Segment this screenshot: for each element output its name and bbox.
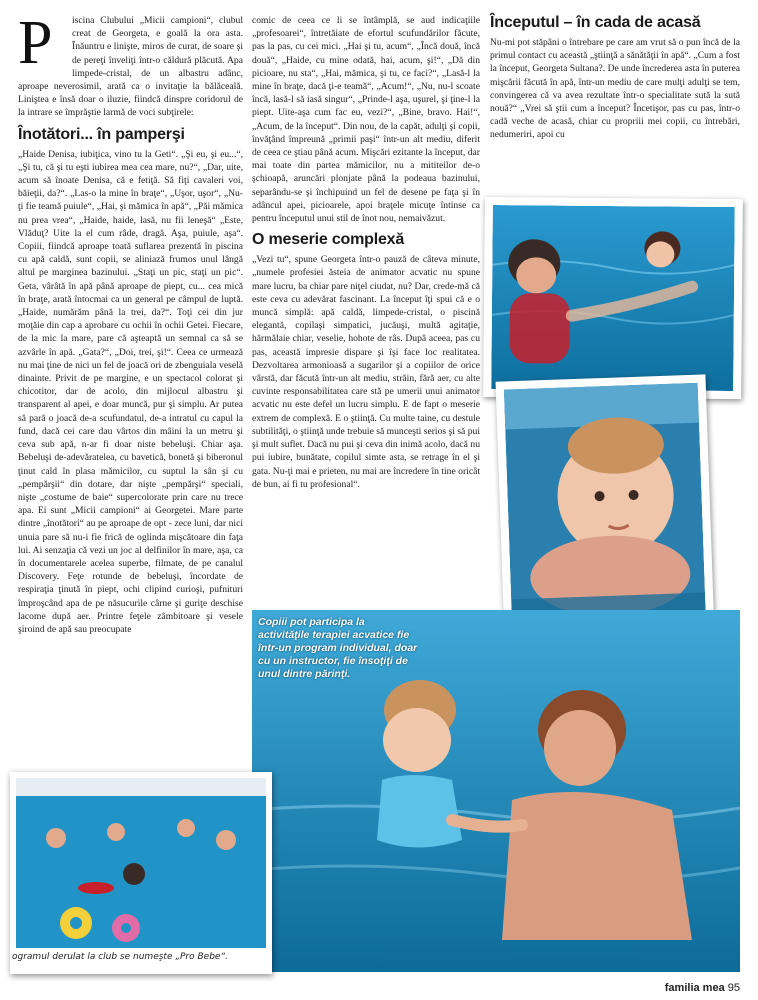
photo-mother-child-image — [491, 205, 735, 391]
caption-participate: Copiii pot participa la activităţile terapiei acvatice fie într-un program individual, doar cu un instructor, fie însoţiţi de unul dintre părinţi. — [258, 616, 418, 680]
photo-mother-child-pool — [483, 197, 743, 399]
article-column-1 — [18, 9, 243, 636]
photo-group-pool — [10, 772, 272, 974]
caption-program: ogramul derulat la club se numeşte „Pro Bebe“. — [12, 952, 228, 962]
photo-baby-closeup-image — [504, 383, 706, 634]
photo-baby-closeup — [496, 374, 715, 641]
section-heading-swimmers: Înotători... în pamperşi — [18, 125, 185, 143]
article-intro: iscina Clubului „Micii campioni“, clubul creat de Georgeta, e goală la ora asta. Înăuntru e linişte, miros de curat, de soare şi de pereţi înveliţi într-o căldură plăcută. Apa limpede-cristal, de un albastru adânc, aproape neverosimil, arată ca o invitaţie la bălăceală. Liniştea e însă doar o iluzie, fiindcă dinspre coridorul de la intrare se împrăştie larmă de voci subţirele: — [18, 15, 243, 119]
page-footer — [665, 982, 740, 994]
section-heading-complex-profession: O meserie complexă — [252, 231, 405, 249]
pool-illustration-2 — [504, 383, 706, 634]
section1-body-part1: „Haide Denisa, iubiţica, vino tu la Geti“. „Şi eu, şi eu...“, „Şi tu, că şi tu eşti iubirea mea cea mare, nu?“, „Dar, uite, acum să înoate Denisa, că e fetiţă. Să fiţi cavaleri voi, băieţii, da?“. „Las-o la mine în braţe“, „Uşor, uşor“, „Nu-ţi fie teamă puiule“, „Hai, şi mămica în apă“, „Păi mămica nu prea vrea“, „Haide, haide, lasă, nu fii leneşă“ „Este, Vlăduţ? Uite la el cum râde, dragă. Aşa, puiule, aşa“. Copiii, fiindcă aproape toată suflarea prezentă în piscina cu apă caldă, sunt copii, se aliniază frumos unul lângă altul pe marginea bazinului. „Staţi un pic, staţi un pic“. Geta, vârâtă în apă până aproape de piept, cu... cea mică în braţe, arată întocmai ca un general pe câmpul de luptă. „Haide, numărăm până la trei, da?“. Toţi cei din jur moţăie din cap a aprobare cu ochii în ochii Getei. Fiecare, de la mic la mare, pare că aşteaptă un semnal ca să se azvârle în apă. „Gata?“, „Doi, trei, şi!“. Ceea ce urmează nu mai ţine de nici un fel de joacă ori de zbenguiala veselă dinainte. Privit de pe margine, e un spectacol colorat şi chicotitor, dar de acolo, din mijlocul albastru şi transparent al apei, e doar muncă, pur şi simplu. Ar putea să pară o joacă de-a scufundatul, de-a intratul cu capul la fund, dacă cei care dau vârtos din mâini la un metru şi ceva sub apă, n-ar fi doar niste bebeluşi. Chiar aşa. Bebeluşi de-adevăratelea, cu bavetică, bonetă şi biberonul ţinut cald în plasa mămicilor, cu suptul la sân şi cu „pempărşii“ din dotare, dar nişte „pempărşi“ speciali, nişte „costume de baie“ supercolorate prin care nu trece apa. Ei sunt „Micii campioni“ ai Georgetei. Mare parte dintre „înotători“ au pe aproape de opt - zece luni, dar nici unuia pare să nu-i fie frică de oglinda mişcătoare din faţa lui. Ai senzaţia că vezi un joc al delfinilor în mare, aşa, ca în documentarele acelea superbe, filmate, de pe canalul Discovery. Feţe rotunde de bebeluşi, încordate de respiraţia ţinută în piept, ochi clipind curioşi, pufnituri împroşcând apa de pe năsucurile cârne şi guriţe deschise lacome după aer. Printre feţele zâmbitoare şi vesele şiroind de apă sau preocupate — [18, 148, 243, 635]
page-number: 95 — [727, 982, 740, 994]
drop-cap: P — [18, 9, 53, 77]
section2-body: „Vezi tu“, spune Georgeta într-o pauză de câteva minute, „numele profesiei ăsteia de animator acvatic nu spune mare lucru, ba chiar pare niţel ciudat, nu? Dar, crede-mă că este ceva cu adevărat fascinant. La început îţi spui că e o muncă simplă: apă caldă, limpede-cristal, o piscină elegantă, copilaşi simpatici, jucăuşi, multă agitaţie, hărmălaie chiar, veselie, hohote de râs. După aceea, pas cu pas, această impresie dispare şi îşi face loc realitatea. Dezvoltarea armonioasă a sugarilor şi a copiilor de orice vârstă, dar făcută într-un alt mediu, străin, fără aer, cu alte cuvinte responsabilitatea care stă pe umerii unui animator acvatic nu este defel un lucru simplu. E de fapt o meserie extrem de complexă. E o ştiinţă. Cu multe taine, cu destule subtilităţi, o ştiinţă unde trebuie să munceşti serios şi să pui şi mult suflet. Dacă nu pui şi ceva din inimă acolo, dacă nu pui iubire, bunătate, copilul simte asta, se retrage în el şi gata. Nu-ţi mai e prieten, nu mai are încredere în tine oricât de bun, ai fi tu profesional“. — [252, 254, 480, 490]
article-column-2 — [252, 14, 480, 491]
section3-body: Nu-mi pot stăpâni o întrebare pe care am vrut să o pun încă de la primul contact cu această „ştiinţă a sănătăţii în apă“. „Cum a fost la început, Georgeta Sultana?. De unde încrederea asta în puterea mişcării făcută în apă, într-un mediu de care mulţi adulţi se tem, convingerea că va avea rezultate într-o specialitate sută la sută nouă?“ „Vrei să ştii cum a început? Încetişor, pas cu pas, într-o cadă veche de acasă, chiar cu propriii mei copii, cu întrebări, nedumeriri, apoi cu — [490, 37, 740, 141]
article-column-3 — [490, 14, 740, 142]
pool-illustration-4 — [16, 778, 266, 948]
section-heading-beginning: Începutul – în cada de acasă — [490, 14, 701, 31]
magazine-brand: familia mea — [664, 982, 725, 994]
pool-illustration-1 — [491, 205, 735, 391]
photo-group-pool-image — [16, 778, 266, 948]
section1-body-part2: comic de ceea ce li se întâmplă, se aud indicaţiile „profesoarei“, întretăiate de efortul scufundărilor făcute, pas la pas, cu cei mici. „Hai şi tu, acum“, „Încă două, încă două“, „Haide, cu mine odată, hai, acum, şi!“, „Dă din picioare, nu sta“, „Hai, mămica, şi tu, ce faci?“, „Lasă-l la mine în braţe, dacă ţi-e teamă“, „Acum!“, „Nu, nu-l scoate încă, lasă-l să iasă singur“, „Prinde-l aşa, uşurel, şi ţine-l la piept. Uite-aşa cum fac eu, vezi?“, „Bine, bravo. Hai!“, „Acum, de la început“. Din nou, de la capăt, adulţi şi copii, învăţând împreună „primii paşi“ într-un alt mediu, diferit de ceea ce ştiau până acum. Mişcări ezitante la început, dar mai toate din partea mămicilor, nu a mititeilor de-o şchioapă, aruncări plonjate până la podeaua bazinului, separându-se şi închipuind un fel de desene pe faţa şi în adâncul apei, picioarele, apoi braţele micuţe întinse ca pentru începutul unui stil de înot nou, nemaivăzut. — [252, 15, 480, 225]
